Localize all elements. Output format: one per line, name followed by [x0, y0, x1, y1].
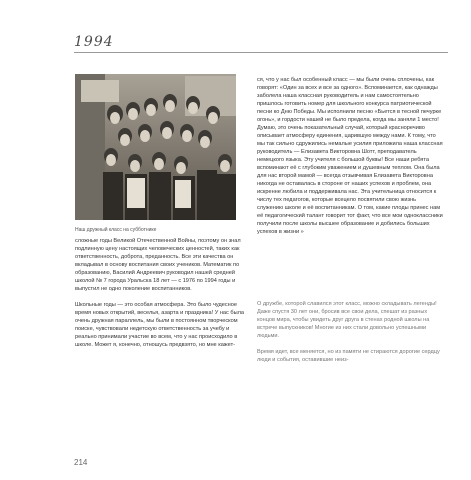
quote-block	[257, 300, 443, 372]
right-paragraph: ся, что у нас был особенный класс — мы были очень сплочены, как говорят: «Один за всех и все за одного». Вспоминается, как однажды заболела наша классная руководитель и нам самостоятельно пришлось готовить номер для школьного конкурса патриотической песни ко Дню Победы. Мы исполнили песню «Бьется в тесной печурке огонь», и гордости нашей не было предела, когда мы заняли 1 место! Думаю, это очень показательный случай, который красноречиво описывает атмосферу единения, царившую между нами. К тому, что мы так сильно сдружились немалые усилия приложила наша классная руководитель — Елизавета Викторовна Шотт, преподаватель немецкого языка. Эту учителя с большой буквы! Все наши ребята вспоминают её с глубоким уважением и душевным теплом. Она была для нас второй мамой — всегда отзывчивая Елизавета Викторовна никогда не оставалась в стороне от наших успехов и проблем, она искренне любила и поддерживала нас. Эта учительница относится к числу тех педагогов, которые всецело посвятили свою жизнь служению школе и её воспитанникам. О том, какие плоды принес нам её педагогический талант говорит тот факт, что все мои одноклассники получили после школы высшее образование и добились больших успехов в жизни »	[257, 77, 443, 235]
left-paragraph: Школьные годы — это особая атмосфера. Это было чудесное время новых открытий, веселья, азарта и праздника! У нас была очень дружная параллель, мы были в постоянном творческом поиске, чувствовали недетскую ответственность за учебу и реально принимали участие во всем, что у нас происходило в школе. Может я, конечно, отношусь предвзято, но мне кажет-	[75, 302, 244, 348]
left-column	[75, 237, 245, 357]
quote-paragraph: О дружбе, которой славился этот класс, можно складывать легенды! Даже спустя 30 лет они, бросив все свои дела, спешат из разных концов мира, чтобы увидеть друг друга в стенах родной школы на встрече выпускников! Многие из них стали довольно успешными людьми.	[257, 301, 437, 339]
header-rule	[74, 52, 448, 53]
quote-paragraph: Время идет, все меняется, но из памяти не стираются дорогие сердцу люди и события, оставившие неиз-	[257, 349, 440, 363]
class-photo-image	[75, 74, 236, 220]
left-paragraph: сложные годы Великой Отечественной Войны, поэтому он знал подлинную цену настоящих человеческих ценностей, таких как ответственность, доброта, преданность. Все эти качества он вкладывал в основу воспитания своих учеников. Математик по образованию, Василий Андреевич руководил нашей средней школой № 7 города Уральска 18 лет — с 1976 по 1994 годы и выпустил не одно поколение воспитанников.	[75, 238, 241, 292]
right-column	[257, 76, 443, 244]
chapter-year: 1994	[74, 34, 114, 50]
class-photo	[75, 74, 236, 220]
page-number: 214	[74, 458, 88, 467]
photo-caption: Наш дружный класс на субботнике	[75, 227, 157, 233]
